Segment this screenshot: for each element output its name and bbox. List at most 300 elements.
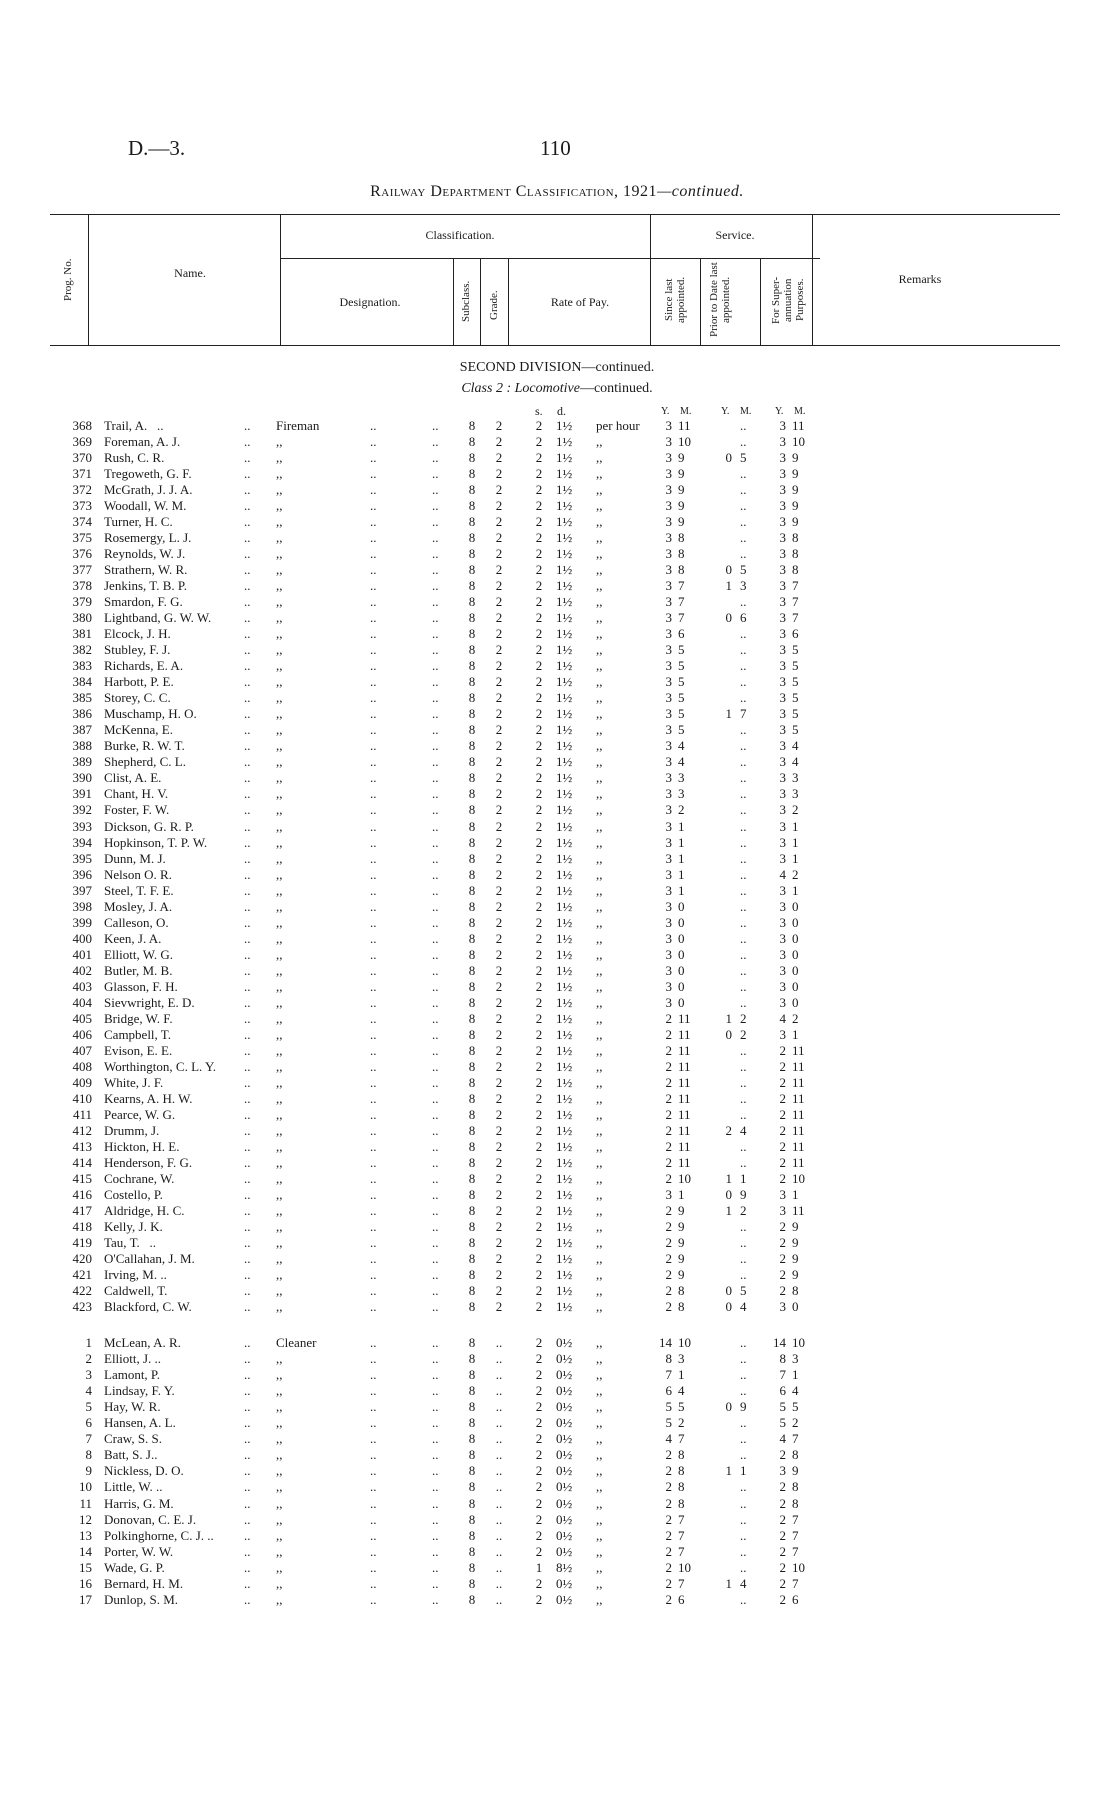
- leader-dots: ..: [244, 962, 251, 978]
- cell-name: Evison, E. E.: [104, 1042, 173, 1058]
- cell-since-years: 2: [665, 1251, 672, 1267]
- cell-pay-pence: 1½: [556, 482, 573, 498]
- cell-prior-years: 1: [725, 1170, 732, 1186]
- leader-dots: ..: [244, 1235, 251, 1251]
- cell-designation: Fireman: [276, 418, 320, 433]
- cell-subclass: 8: [468, 498, 476, 514]
- cell-prior-months: ..: [740, 1251, 747, 1267]
- leader-dots: ..: [244, 1511, 251, 1527]
- leader-dots: ..: [432, 994, 439, 1010]
- cell-name: Tregoweth, G. F.: [104, 466, 192, 482]
- cell-super-years: 4: [779, 1010, 786, 1026]
- cell-pay-pence: 1½: [556, 1186, 573, 1202]
- cell-prog-no: 406: [72, 1026, 92, 1042]
- cell-pay-shillings: 2: [535, 1170, 543, 1186]
- cell-super-years: 3: [779, 914, 786, 930]
- cell-since-years: 2: [665, 1495, 672, 1511]
- unit-years-prior: Y.: [721, 406, 730, 417]
- cell-grade: 2: [495, 754, 503, 770]
- cell-prog-no: 403: [72, 978, 92, 994]
- cell-prior-months: ..: [740, 962, 747, 978]
- cell-prior-months: ..: [740, 914, 747, 930]
- cell-since-months: 0: [678, 914, 685, 930]
- header-designation: Designation.: [339, 295, 401, 309]
- cell-prog-no: 2: [85, 1351, 92, 1367]
- cell-designation: ,,: [276, 898, 283, 914]
- cell-pay-period: ,,: [596, 1042, 603, 1058]
- leader-dots: ..: [244, 914, 251, 930]
- leader-dots: ..: [370, 770, 377, 786]
- cell-subclass: 8: [468, 898, 476, 914]
- cell-pay-shillings: 2: [535, 802, 543, 818]
- leader-dots: ..: [432, 946, 439, 962]
- cell-since-months: 9: [678, 1235, 685, 1251]
- cell-pay-period: ,,: [596, 786, 603, 802]
- cell-name: Wade, G. P.: [104, 1559, 165, 1575]
- cell-super-months: 4: [792, 738, 799, 754]
- leader-dots: ..: [370, 1559, 377, 1575]
- cell-grade: 2: [495, 466, 503, 482]
- cell-pay-pence: 1½: [556, 450, 573, 466]
- cell-since-months: 1: [678, 818, 685, 834]
- cell-designation: ,,: [276, 802, 283, 818]
- cell-prior-months: ..: [740, 1090, 747, 1106]
- cell-designation: ,,: [276, 1186, 283, 1202]
- cell-prog-no: 384: [72, 674, 92, 690]
- cell-prior-months: ..: [740, 802, 747, 818]
- cell-pay-pence: 1½: [556, 914, 573, 930]
- cell-pay-shillings: 2: [535, 466, 543, 482]
- cell-pay-shillings: 2: [535, 546, 543, 562]
- leader-dots: ..: [370, 1283, 377, 1299]
- cell-subclass: 8: [468, 1090, 476, 1106]
- leader-dots: ..: [244, 546, 251, 562]
- cell-super-years: 4: [779, 1431, 786, 1447]
- leader-dots: ..: [370, 802, 377, 818]
- cell-since-months: 4: [678, 754, 685, 770]
- cell-pay-shillings: 2: [535, 786, 543, 802]
- leader-dots: ..: [432, 1202, 439, 1218]
- cell-super-months: 5: [792, 722, 799, 738]
- cell-subclass: 8: [468, 594, 476, 610]
- cell-since-months: 10: [678, 434, 691, 450]
- cell-since-years: 3: [665, 466, 672, 482]
- cell-designation: ,,: [276, 1202, 283, 1218]
- cell-designation: ,,: [276, 1399, 283, 1415]
- col-divider: [480, 258, 481, 345]
- cell-grade: 2: [495, 898, 503, 914]
- leader-dots: ..: [244, 1415, 251, 1431]
- leader-dots: ..: [432, 962, 439, 978]
- cell-super-months: 9: [792, 1251, 799, 1267]
- cell-grade: ..: [495, 1495, 503, 1511]
- cell-pay-period: ,,: [596, 898, 603, 914]
- cell-pay-shillings: 2: [535, 1202, 543, 1218]
- cell-name: Glasson, F. H.: [104, 978, 178, 994]
- leader-dots: ..: [244, 1383, 251, 1399]
- cell-since-years: 3: [665, 882, 672, 898]
- leader-dots: ..: [432, 1283, 439, 1299]
- cell-super-months: 5: [792, 706, 799, 722]
- cell-super-years: 3: [779, 514, 786, 530]
- leader-dots: ..: [370, 1511, 377, 1527]
- cell-pay-shillings: 2: [535, 1267, 543, 1283]
- cell-prog-no: 397: [72, 882, 92, 898]
- cell-subclass: 8: [468, 1026, 476, 1042]
- cell-designation: ,,: [276, 1447, 283, 1463]
- cell-subclass: 8: [468, 1106, 476, 1122]
- cell-super-years: 2: [779, 1170, 786, 1186]
- cell-pay-pence: 0½: [556, 1511, 573, 1527]
- cell-prog-no: 388: [72, 738, 92, 754]
- cell-pay-period: ,,: [596, 1122, 603, 1138]
- cell-grade: ..: [495, 1351, 503, 1367]
- cell-grade: ..: [495, 1383, 503, 1399]
- cell-since-years: 3: [665, 514, 672, 530]
- cell-super-years: 3: [779, 1299, 786, 1315]
- leader-dots: ..: [244, 802, 251, 818]
- cell-super-months: 0: [792, 978, 799, 994]
- header-grade: Grade.: [488, 290, 500, 320]
- cell-pay-shillings: 2: [535, 1122, 543, 1138]
- cell-grade: 2: [495, 866, 503, 882]
- cell-pay-shillings: 2: [535, 978, 543, 994]
- cell-since-years: 2: [665, 1106, 672, 1122]
- cell-designation: ,,: [276, 1026, 283, 1042]
- cell-pay-shillings: 2: [535, 1154, 543, 1170]
- cell-pay-period: ,,: [596, 674, 603, 690]
- cell-prior-months: ..: [740, 1267, 747, 1283]
- cell-grade: 2: [495, 578, 503, 594]
- cell-grade: 2: [495, 818, 503, 834]
- cell-since-months: 11: [678, 1106, 691, 1122]
- cell-grade: 2: [495, 1235, 503, 1251]
- col-divider: [700, 258, 701, 345]
- leader-dots: ..: [370, 1090, 377, 1106]
- cell-prog-no: 7: [85, 1431, 92, 1447]
- cell-super-months: 2: [792, 1010, 799, 1026]
- cell-super-months: 8: [792, 546, 799, 562]
- leader-dots: ..: [370, 530, 377, 546]
- leader-dots: ..: [370, 482, 377, 498]
- cell-pay-pence: 1½: [556, 658, 573, 674]
- cell-grade: 2: [495, 786, 503, 802]
- class-suffix: —continued.: [579, 381, 653, 396]
- cell-super-years: 3: [779, 482, 786, 498]
- cell-designation: ,,: [276, 946, 283, 962]
- cell-pay-pence: 1½: [556, 882, 573, 898]
- cell-pay-shillings: 2: [535, 1591, 543, 1607]
- cell-subclass: 8: [468, 994, 476, 1010]
- cell-designation: ,,: [276, 1170, 283, 1186]
- cell-pay-period: ,,: [596, 1202, 603, 1218]
- leader-dots: ..: [432, 1543, 439, 1559]
- cell-grade: 2: [495, 1074, 503, 1090]
- cell-super-months: 11: [792, 1122, 805, 1138]
- cell-subclass: 8: [468, 530, 476, 546]
- cell-prog-no: 392: [72, 802, 92, 818]
- leader-dots: ..: [370, 594, 377, 610]
- cell-since-months: 5: [678, 642, 685, 658]
- cell-pay-shillings: 2: [535, 1283, 543, 1299]
- cell-subclass: 8: [468, 1351, 476, 1367]
- cell-pay-shillings: 2: [535, 1138, 543, 1154]
- cell-subclass: 8: [468, 658, 476, 674]
- cell-name: Clist, A. E.: [104, 770, 162, 786]
- cell-pay-pence: 1½: [556, 1170, 573, 1186]
- cell-pay-pence: 1½: [556, 1235, 573, 1251]
- cell-super-years: 3: [779, 1026, 786, 1042]
- leader-dots: ..: [432, 514, 439, 530]
- cell-super-years: 2: [779, 1447, 786, 1463]
- cell-super-months: 10: [792, 1559, 805, 1575]
- leader-dots: ..: [432, 706, 439, 722]
- cell-since-years: 3: [665, 962, 672, 978]
- cell-name: Elliott, J. ..: [104, 1351, 162, 1367]
- cell-pay-shillings: 2: [535, 770, 543, 786]
- leader-dots: ..: [432, 1447, 439, 1463]
- cell-since-months: 3: [678, 786, 685, 802]
- cell-super-years: 2: [779, 1591, 786, 1607]
- cell-designation: ,,: [276, 1463, 283, 1479]
- cell-prog-no: 385: [72, 690, 92, 706]
- cell-prior-years: 1: [725, 1463, 732, 1479]
- leader-dots: ..: [244, 1251, 251, 1267]
- cell-prior-months: ..: [740, 1351, 747, 1367]
- cell-pay-period: ,,: [596, 754, 603, 770]
- cell-pay-shillings: 2: [535, 738, 543, 754]
- cell-prior-months: ..: [740, 946, 747, 962]
- cell-super-years: 2: [779, 1235, 786, 1251]
- cell-subclass: 8: [468, 1591, 476, 1607]
- leader-dots: ..: [432, 770, 439, 786]
- cell-grade: 2: [495, 530, 503, 546]
- cell-since-months: 11: [678, 1026, 691, 1042]
- cell-designation: ,,: [276, 1010, 283, 1026]
- cell-designation: ,,: [276, 562, 283, 578]
- cell-since-months: 1: [678, 834, 685, 850]
- cell-designation: ,,: [276, 1074, 283, 1090]
- cell-prog-no: 398: [72, 898, 92, 914]
- cell-prior-months: 2: [740, 1010, 747, 1026]
- leader-dots: ..: [370, 1591, 377, 1607]
- cell-designation: ,,: [276, 866, 283, 882]
- cell-grade: 2: [495, 546, 503, 562]
- cell-subclass: 8: [468, 674, 476, 690]
- cell-since-months: 8: [678, 1447, 685, 1463]
- cell-pay-shillings: 2: [535, 1495, 543, 1511]
- cell-subclass: 8: [468, 834, 476, 850]
- leader-dots: ..: [432, 1122, 439, 1138]
- cell-name: O'Callahan, J. M.: [104, 1251, 195, 1267]
- cell-prior-months: ..: [740, 1138, 747, 1154]
- leader-dots: ..: [370, 610, 377, 626]
- cell-grade: ..: [495, 1335, 503, 1350]
- cell-since-years: 3: [665, 818, 672, 834]
- cell-pay-period: ,,: [596, 1074, 603, 1090]
- cell-subclass: 8: [468, 1138, 476, 1154]
- cell-pay-pence: 1½: [556, 498, 573, 514]
- leader-dots: ..: [244, 1575, 251, 1591]
- cell-subclass: 8: [468, 434, 476, 450]
- cell-grade: 2: [495, 1267, 503, 1283]
- unit-shillings: s.: [535, 404, 543, 418]
- cell-subclass: 8: [468, 562, 476, 578]
- cell-grade: ..: [495, 1591, 503, 1607]
- cell-prior-months: ..: [740, 434, 747, 450]
- leader-dots: ..: [432, 1591, 439, 1607]
- cell-grade: 2: [495, 1058, 503, 1074]
- cell-grade: 2: [495, 1010, 503, 1026]
- cell-prog-no: 419: [72, 1235, 92, 1251]
- cell-pay-period: ,,: [596, 706, 603, 722]
- unit-months-since: M.: [680, 406, 692, 417]
- unit-pence: d.: [557, 404, 566, 418]
- leader-dots: ..: [432, 690, 439, 706]
- cell-designation: ,,: [276, 1383, 283, 1399]
- cell-pay-pence: 1½: [556, 1299, 573, 1315]
- cell-since-months: 11: [678, 1138, 691, 1154]
- cell-since-years: 8: [665, 1351, 672, 1367]
- cell-pay-shillings: 2: [535, 882, 543, 898]
- cell-pay-period: ,,: [596, 450, 603, 466]
- cell-subclass: 8: [468, 1235, 476, 1251]
- leader-dots: ..: [370, 1367, 377, 1383]
- cell-prior-months: 2: [740, 1202, 747, 1218]
- cell-name: Pearce, W. G.: [104, 1106, 176, 1122]
- leader-dots: ..: [432, 1335, 439, 1350]
- classification-rule: [280, 258, 820, 259]
- cell-since-months: 9: [678, 1251, 685, 1267]
- cell-grade: 2: [495, 434, 503, 450]
- cell-super-months: 9: [792, 1235, 799, 1251]
- cell-subclass: 8: [468, 754, 476, 770]
- cell-pay-shillings: 2: [535, 1447, 543, 1463]
- cell-pay-period: ,,: [596, 1219, 603, 1234]
- cell-pay-period: ,,: [596, 642, 603, 658]
- cell-pay-period: ,,: [596, 1575, 603, 1591]
- cell-pay-period: ,,: [596, 466, 603, 482]
- division-heading: SECOND DIVISION—continued.: [459, 360, 655, 375]
- cell-pay-shillings: 2: [535, 1042, 543, 1058]
- cell-designation: ,,: [276, 594, 283, 610]
- cell-pay-period: ,,: [596, 1431, 603, 1447]
- leader-dots: ..: [432, 978, 439, 994]
- cell-since-years: 2: [665, 1138, 672, 1154]
- cell-since-months: 3: [678, 1351, 685, 1367]
- cell-super-years: 2: [779, 1511, 786, 1527]
- leader-dots: ..: [244, 1122, 251, 1138]
- cell-pay-period: ,,: [596, 1415, 603, 1431]
- cell-name: Tau, T. ..: [104, 1235, 157, 1251]
- leader-dots: ..: [370, 562, 377, 578]
- leader-dots: ..: [244, 610, 251, 626]
- leader-dots: ..: [370, 1351, 377, 1367]
- cell-pay-shillings: 2: [535, 690, 543, 706]
- cell-since-months: 1: [678, 866, 685, 882]
- cell-since-years: 3: [665, 498, 672, 514]
- cell-designation: ,,: [276, 578, 283, 594]
- cell-since-years: 6: [665, 1383, 672, 1399]
- cell-name: Keen, J. A.: [104, 930, 162, 946]
- cell-pay-pence: 1½: [556, 610, 573, 626]
- cell-name: White, J. F.: [104, 1074, 164, 1090]
- cell-pay-pence: 1½: [556, 562, 573, 578]
- leader-dots: ..: [432, 1479, 439, 1495]
- cell-since-months: 8: [678, 562, 685, 578]
- cell-name: Richards, E. A.: [104, 658, 184, 674]
- cell-since-months: 6: [678, 1591, 685, 1607]
- cell-prior-months: 4: [740, 1575, 747, 1591]
- leader-dots: ..: [370, 1106, 377, 1122]
- cell-since-months: 11: [678, 1010, 691, 1026]
- cell-since-years: 3: [665, 578, 672, 594]
- cell-super-years: 3: [779, 834, 786, 850]
- leader-dots: ..: [432, 578, 439, 594]
- cell-super-years: 3: [779, 978, 786, 994]
- cell-designation: ,,: [276, 642, 283, 658]
- cell-subclass: 8: [468, 1495, 476, 1511]
- cell-grade: 2: [495, 994, 503, 1010]
- leader-dots: ..: [244, 834, 251, 850]
- cell-since-months: 5: [678, 674, 685, 690]
- cell-prog-no: 402: [72, 962, 92, 978]
- cell-pay-shillings: 2: [535, 658, 543, 674]
- leader-dots: ..: [432, 1010, 439, 1026]
- cell-grade: 2: [495, 706, 503, 722]
- cell-designation: ,,: [276, 754, 283, 770]
- unit-months-prior: M.: [740, 406, 752, 417]
- cell-name: Hickton, H. E.: [104, 1138, 180, 1154]
- leader-dots: ..: [432, 1186, 439, 1202]
- cell-pay-shillings: 2: [535, 706, 543, 722]
- cell-super-months: 1: [792, 1026, 799, 1042]
- cell-name: Reynolds, W. J.: [104, 546, 186, 562]
- cell-super-months: 7: [792, 1543, 799, 1559]
- leader-dots: ..: [244, 818, 251, 834]
- cell-super-years: 5: [779, 1399, 786, 1415]
- cell-since-years: 2: [665, 1219, 672, 1234]
- leader-dots: ..: [244, 658, 251, 674]
- leader-dots: ..: [432, 562, 439, 578]
- cell-pay-shillings: 2: [535, 754, 543, 770]
- cell-designation: ,,: [276, 1138, 283, 1154]
- cell-name: Irving, M. ..: [104, 1267, 167, 1283]
- cell-name: Lightband, G. W. W.: [104, 610, 212, 626]
- cell-since-months: 8: [678, 1283, 685, 1299]
- cell-since-years: 2: [665, 1074, 672, 1090]
- leader-dots: ..: [244, 578, 251, 594]
- cell-pay-period: ,,: [596, 1090, 603, 1106]
- cell-prog-no: 418: [72, 1219, 92, 1234]
- header-prog-no: Prog. No.: [62, 258, 74, 302]
- cell-designation: ,,: [276, 674, 283, 690]
- cell-prog-no: 5: [85, 1399, 92, 1415]
- leader-dots: ..: [370, 866, 377, 882]
- cell-grade: 2: [495, 658, 503, 674]
- leader-dots: ..: [370, 738, 377, 754]
- cell-since-months: 10: [678, 1170, 691, 1186]
- cell-prior-months: ..: [740, 1042, 747, 1058]
- cell-super-years: 3: [779, 1202, 786, 1218]
- leader-dots: ..: [432, 610, 439, 626]
- cell-pay-pence: 1½: [556, 722, 573, 738]
- cell-pay-pence: 0½: [556, 1335, 573, 1350]
- cell-prior-months: ..: [740, 626, 747, 642]
- cell-subclass: 8: [468, 914, 476, 930]
- cell-since-months: 0: [678, 898, 685, 914]
- leader-dots: ..: [244, 1463, 251, 1479]
